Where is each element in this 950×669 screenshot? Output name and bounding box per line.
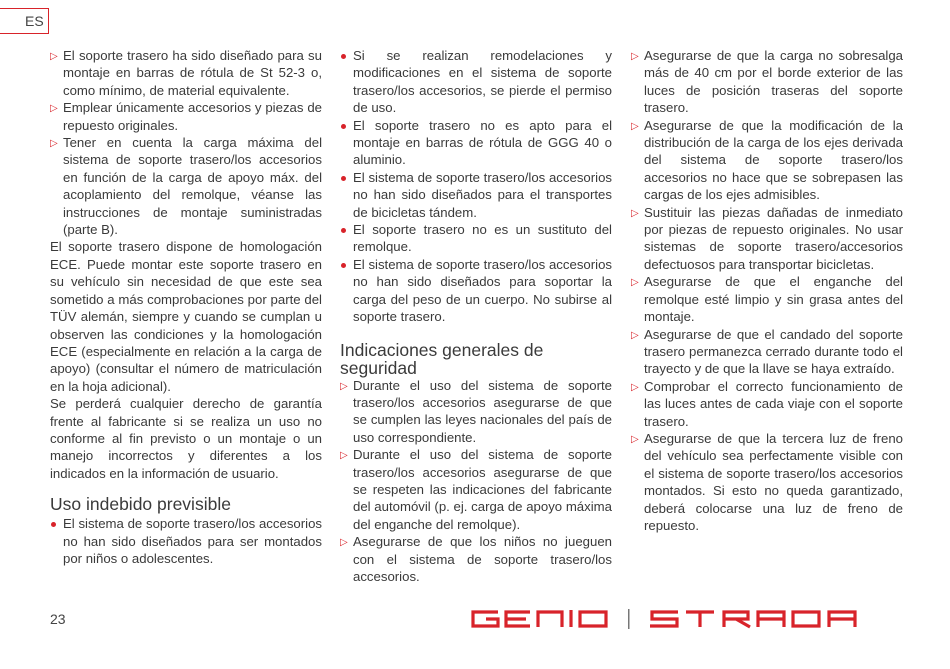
triangle-bullet-icon: ▷ [50,51,58,62]
brand-logo [470,606,904,632]
triangle-bullet-icon: ▷ [631,433,639,445]
triangle-bullet-icon: ▷ [340,450,348,462]
dot-bullet-icon [341,263,346,268]
triangle-bullet-icon: ▷ [631,51,639,62]
section-heading: Uso indebido previsible [50,494,231,515]
dot-bullet-icon [341,124,346,129]
list-item: El soporte trasero no es un sustituto del remolque. [340,221,612,256]
paragraph: Se perderá cualquier derecho de garantía frente al fabricante si se realiza un uso no conforme al fin previsto o un montaje o un manejo incorrectos y diferentes a los indicados en la información de usuario. [50,396,322,481]
list-item: Si se realizan remodelaciones y modificaciones en el sistema de soporte trasero/los accesorios, se pierde el permiso de uso. [340,47,612,117]
list-item: ▷ Comprobar el correcto funcionamiento de las luces antes de cada viaje con el soporte trasero. [631,378,903,429]
list-item: ▷ Emplear únicamente accesorios y piezas de repuesto originales. [50,100,322,133]
list-item: ▷ Asegurarse de que el candado del soporte trasero permanezca cerrado durante todo el trayecto y de que la llave se haya extraído. [631,326,903,377]
column-3 [631,47,903,534]
list-item: El sistema de soporte trasero/los accesorios no han sido diseñados para soportar la carga del peso de un cuerpo. No subirse al soporte trasero. [340,256,612,326]
triangle-bullet-icon: ▷ [631,207,639,219]
list-item: ▷ Asegurarse de que los niños no jueguen con el sistema de soporte trasero/los accesorios. [340,534,612,584]
triangle-bullet-icon: ▷ [631,381,639,393]
column-2 [340,47,612,585]
triangle-bullet-icon: ▷ [50,103,58,115]
list-item: ▷ Asegurarse de que la carga no sobresalga más de 40 cm por el borde exterior de las luces de posición traseras del soporte trasero. [631,48,903,116]
triangle-bullet-icon: ▷ [50,138,58,150]
column-1 [50,47,322,567]
dot-bullet-icon [341,228,346,233]
list-item: ▷ Sustituir las piezas dañadas de inmediato por piezas de repuesto originales. No usar sistemas de soporte trasero/accesorios defectuosos para transportar bicicletas. [631,204,903,272]
list-item: ▷ Asegurarse de que el enganche del remolque esté limpio y sin grasa antes del montaje. [631,274,903,325]
list-item: ▷ Asegurarse de que la modificación de la distribución de la carga de los ejes derivada del sistema de soporte trasero/los accesorios no hace que se sobrepasen las cargas de los ejes admisibles. [631,117,903,203]
list-item: El sistema de soporte trasero/los accesorios no han sido diseñados para ser montados por niños o adolescentes. [50,515,322,567]
dot-bullet-icon [51,522,56,527]
dot-bullet-icon [341,54,346,59]
triangle-bullet-icon: ▷ [631,277,639,289]
page-number: 23 [50,611,66,627]
list-item: ▷ Durante el uso del sistema de soporte trasero/los accesorios asegurarse de que se cumplen las leyes nacionales del país de uso correspondiente. [340,377,612,445]
list-item: ▷ Tener en cuenta la carga máxima del sistema de soporte trasero/los accesorios en función de la carga de apoyo máx. del acoplamiento del remolque, véanse las instrucciones de montaje suministradas (parte B). [50,135,322,238]
section-heading: Indicaciones generales de seguridad [340,339,544,378]
triangle-bullet-icon: ▷ [631,120,639,132]
triangle-bullet-icon: ▷ [340,537,348,549]
brand-logo-divider [628,609,630,629]
list-item: ▷ Durante el uso del sistema de soporte trasero/los accesorios asegurarse de que se respeten las indicaciones del fabricante del automóvil (p. ej. carga de apoyo máxima del enganche del remolque). [340,447,612,532]
list-item: El sistema de soporte trasero/los accesorios no han sido diseñados para el transportes de bicicletas tándem. [340,169,612,221]
brand-logo-text [473,610,855,627]
triangle-bullet-icon: ▷ [340,380,348,392]
language-tab: ES [0,8,49,34]
list-item: El soporte trasero no es apto para el montaje en barras de rótula de GGG 40 o aluminio. [340,117,612,169]
triangle-bullet-icon: ▷ [631,329,639,341]
list-item: ▷ El soporte trasero ha sido diseñado para su montaje en barras de rótula de St 52-3 o, como mínimo, de material equivalente. [50,48,322,98]
list-item: ▷ Asegurarse de que la tercera luz de freno del vehículo sea perfectamente visible con el sistema de soporte trasero/los accesorios montados. Si esto no queda garantizado, deberá colocarse una luz de freno de repuesto. [631,430,903,533]
dot-bullet-icon [341,176,346,181]
paragraph: El soporte trasero dispone de homologación ECE. Puede montar este soporte trasero en su vehículo sin necesidad de que este sea sometido a más comprobaciones por parte del TÜV alemán, siempre y cuando se cumplan u observen las condiciones y la homologación ECE (especialmente en relación a la carga de apoyo) (consultar el número de matriculación en la hoja adicional). [50,239,322,394]
